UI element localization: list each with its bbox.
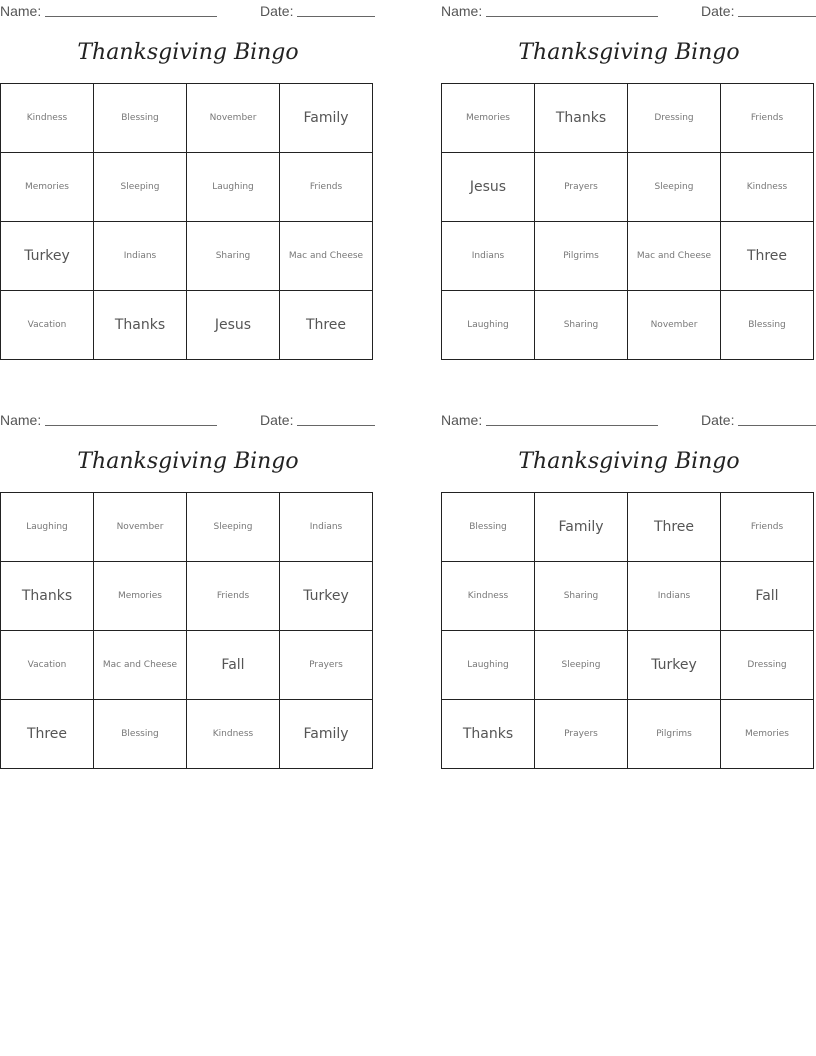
grid-cell: Fall xyxy=(721,562,814,631)
name-blank-line xyxy=(45,16,217,17)
bingo-grid xyxy=(441,492,814,769)
grid-cell: Friends xyxy=(721,493,814,562)
grid-cell: Thanks xyxy=(94,291,187,360)
grid-cell: Memories xyxy=(721,700,814,769)
name-label: Name: xyxy=(0,412,42,428)
grid-cell: Memories xyxy=(94,562,187,631)
grid-cell: Indians xyxy=(442,222,535,291)
grid-cell: Sharing xyxy=(535,291,628,360)
grid-cell: Sleeping xyxy=(94,153,187,222)
card-title: Thanksgiving Bingo xyxy=(77,40,299,65)
grid-cell: Sleeping xyxy=(628,153,721,222)
bingo-grid xyxy=(0,492,373,769)
grid-cell: Family xyxy=(280,84,373,153)
bingo-grid xyxy=(0,83,373,360)
grid-cell: Laughing xyxy=(442,291,535,360)
name-label: Name: xyxy=(441,3,483,19)
grid-row xyxy=(1,222,373,291)
card-title: Thanksgiving Bingo xyxy=(518,449,740,474)
grid-cell: Friends xyxy=(280,153,373,222)
grid-cell: Thanks xyxy=(442,700,535,769)
grid-cell: Thanks xyxy=(1,562,94,631)
grid-cell: Three xyxy=(628,493,721,562)
grid-cell: Dressing xyxy=(721,631,814,700)
grid-cell: Sleeping xyxy=(535,631,628,700)
date-label: Date: xyxy=(260,3,294,19)
grid-cell: Laughing xyxy=(187,153,280,222)
grid-cell: Kindness xyxy=(721,153,814,222)
grid-cell: November xyxy=(628,291,721,360)
grid-cell: Three xyxy=(280,291,373,360)
grid-cell: Family xyxy=(535,493,628,562)
grid-row xyxy=(1,493,373,562)
date-label: Date: xyxy=(260,412,294,428)
grid-cell: Friends xyxy=(187,562,280,631)
grid-row xyxy=(442,493,814,562)
grid-cell: Laughing xyxy=(442,631,535,700)
card-header xyxy=(0,0,376,22)
grid-row xyxy=(442,153,814,222)
grid-cell: Three xyxy=(1,700,94,769)
card-header xyxy=(441,409,816,431)
grid-cell: Vacation xyxy=(1,631,94,700)
bingo-card-1 xyxy=(0,0,376,333)
date-blank-line xyxy=(297,16,375,17)
bingo-card-4 xyxy=(441,409,816,742)
grid-row xyxy=(1,631,373,700)
grid-cell: Prayers xyxy=(535,700,628,769)
date-blank-line xyxy=(738,16,816,17)
grid-cell: Pilgrims xyxy=(628,700,721,769)
grid-cell: Indians xyxy=(280,493,373,562)
grid-row xyxy=(442,631,814,700)
grid-row xyxy=(442,562,814,631)
grid-row xyxy=(1,291,373,360)
card-header xyxy=(0,409,376,431)
grid-cell: Memories xyxy=(442,84,535,153)
grid-cell: Vacation xyxy=(1,291,94,360)
card-title: Thanksgiving Bingo xyxy=(518,40,740,65)
grid-row xyxy=(442,700,814,769)
grid-cell: Blessing xyxy=(94,84,187,153)
grid-cell: November xyxy=(187,84,280,153)
bingo-card-3 xyxy=(0,409,376,742)
date-label: Date: xyxy=(701,412,735,428)
date-blank-line xyxy=(738,425,816,426)
grid-cell: Thanks xyxy=(535,84,628,153)
grid-cell: Turkey xyxy=(628,631,721,700)
grid-cell: Sharing xyxy=(187,222,280,291)
grid-cell: Turkey xyxy=(1,222,94,291)
grid-cell: Fall xyxy=(187,631,280,700)
name-blank-line xyxy=(486,425,658,426)
date-label: Date: xyxy=(701,3,735,19)
grid-cell: Mac and Cheese xyxy=(280,222,373,291)
grid-cell: Laughing xyxy=(1,493,94,562)
card-header xyxy=(441,0,816,22)
grid-cell: Prayers xyxy=(280,631,373,700)
grid-cell: Indians xyxy=(628,562,721,631)
grid-cell: Kindness xyxy=(1,84,94,153)
grid-cell: Indians xyxy=(94,222,187,291)
grid-cell: Prayers xyxy=(535,153,628,222)
grid-cell: Mac and Cheese xyxy=(628,222,721,291)
bingo-grid xyxy=(441,83,814,360)
date-blank-line xyxy=(297,425,375,426)
bingo-card-2 xyxy=(441,0,816,330)
grid-cell: Sleeping xyxy=(187,493,280,562)
grid-cell: Blessing xyxy=(442,493,535,562)
grid-cell: Jesus xyxy=(187,291,280,360)
grid-cell: Friends xyxy=(721,84,814,153)
grid-row xyxy=(442,291,814,360)
grid-cell: Pilgrims xyxy=(535,222,628,291)
grid-row xyxy=(442,222,814,291)
grid-row xyxy=(1,562,373,631)
grid-cell: Turkey xyxy=(280,562,373,631)
name-label: Name: xyxy=(0,3,42,19)
grid-row xyxy=(1,153,373,222)
grid-cell: Kindness xyxy=(187,700,280,769)
grid-cell: Blessing xyxy=(94,700,187,769)
name-label: Name: xyxy=(441,412,483,428)
grid-cell: Mac and Cheese xyxy=(94,631,187,700)
grid-cell: November xyxy=(94,493,187,562)
name-blank-line xyxy=(45,425,217,426)
grid-cell: Family xyxy=(280,700,373,769)
grid-row xyxy=(1,84,373,153)
grid-cell: Kindness xyxy=(442,562,535,631)
grid-cell: Memories xyxy=(1,153,94,222)
grid-row xyxy=(1,700,373,769)
grid-row xyxy=(442,84,814,153)
grid-cell: Three xyxy=(721,222,814,291)
grid-cell: Sharing xyxy=(535,562,628,631)
card-title: Thanksgiving Bingo xyxy=(77,449,299,474)
grid-cell: Jesus xyxy=(442,153,535,222)
grid-cell: Blessing xyxy=(721,291,814,360)
name-blank-line xyxy=(486,16,658,17)
grid-cell: Dressing xyxy=(628,84,721,153)
